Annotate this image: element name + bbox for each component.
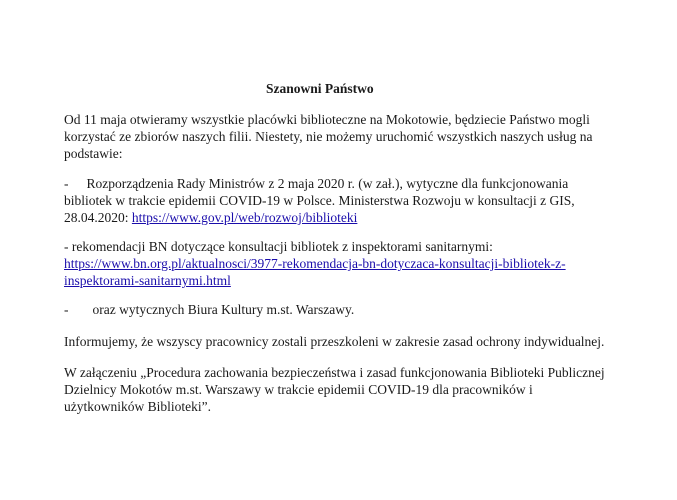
attachment-line: użytkowników Biblioteki”. — [64, 399, 211, 414]
attachment-line: Dzielnicy Mokotów m.st. Warszawy w trakcie epidemii COVID-19 dla pracowników i — [64, 382, 533, 397]
document-heading: Szanowni Państwo — [266, 81, 374, 96]
list-item-bn — [64, 238, 644, 289]
list-item-text: oraz wytycznych Biura Kultury m.st. Warszawy. — [92, 302, 355, 317]
list-item-culture-office — [64, 301, 644, 318]
bn-link-continued[interactable]: inspektorami-sanitarnymi.html — [64, 273, 231, 288]
list-item-text: bibliotek w trakcie epidemii COVID-19 w Polsce. Ministerstwa Rozwoju w konsultacji z GIS, — [64, 193, 575, 208]
info-line: Informujemy, że wszyscy pracownicy zostali przeszkoleni w zakresie zasad ochrony indywidualnej. — [64, 334, 605, 349]
intro-line: podstawie: — [64, 146, 123, 161]
intro-paragraph — [64, 111, 644, 162]
list-item-regulation — [64, 175, 644, 226]
attachment-line: W załączeniu „Procedura zachowania bezpieczeństwa i zasad funkcjonowania Biblioteki Publicznej — [64, 365, 605, 380]
date-label: 28.04.2020: — [64, 210, 132, 225]
bn-link[interactable]: https://www.bn.org.pl/aktualnosci/3977-rekomendacja-bn-dotyczaca-konsultacji-bibliotek-z- — [64, 256, 566, 271]
list-item-text: Rozporządzenia Rady Ministrów z 2 maja 2020 r. (w zał.), wytyczne dla funkcjonowania — [86, 176, 569, 191]
list-dash: - — [64, 176, 69, 191]
gov-link[interactable]: https://www.gov.pl/web/rozwoj/biblioteki — [131, 210, 358, 225]
intro-line: korzystać ze zbiorów naszych filii. Niestety, nie możemy uruchomić wszystkich naszych usług na — [64, 129, 593, 144]
intro-line: Od 11 maja otwieramy wszystkie placówki biblioteczne na Mokotowie, będziecie Państwo mogli — [64, 112, 590, 127]
list-dash: - — [64, 302, 69, 317]
attachment-paragraph — [64, 364, 644, 415]
info-paragraph — [64, 333, 644, 350]
list-item-text: - rekomendacji BN dotyczące konsultacji bibliotek z inspektorami sanitarnymi: — [64, 239, 493, 254]
